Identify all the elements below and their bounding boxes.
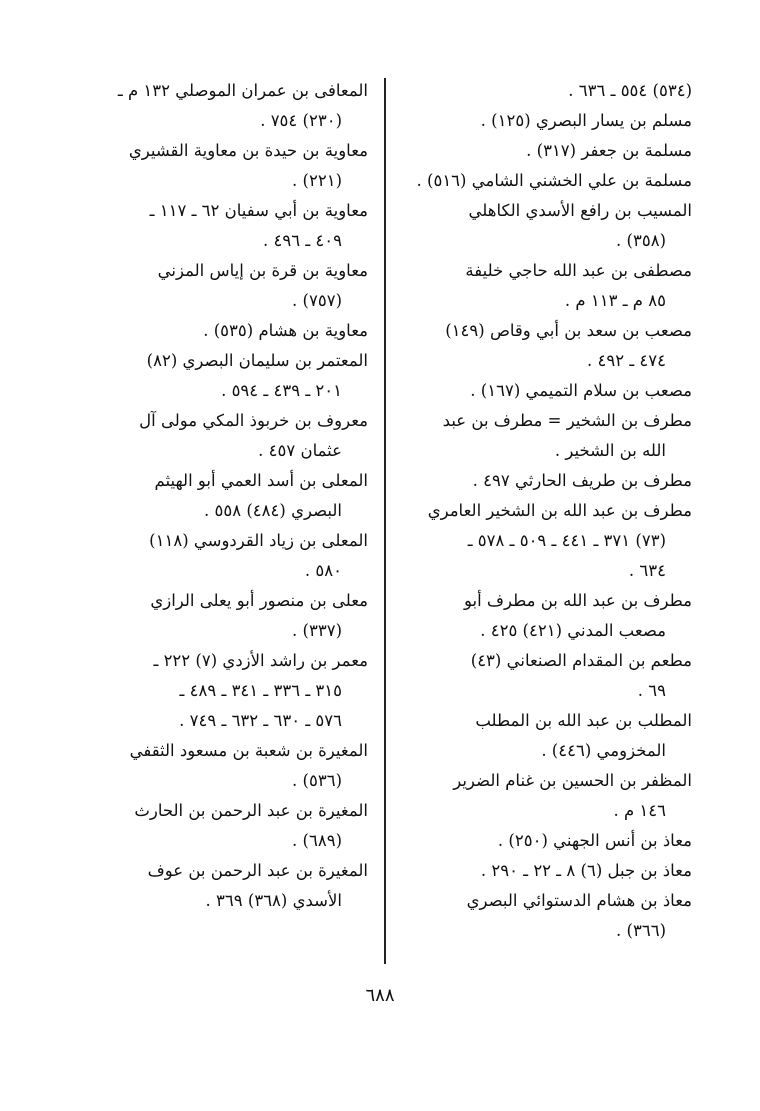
index-entry	[402, 496, 692, 586]
entry-name-line: مسلم بن يسار البصري (١٢٥) .	[480, 111, 692, 130]
index-entry	[402, 706, 692, 766]
entry-name-line: المغيرة بن عبد الرحمن بن الحارث	[134, 801, 368, 820]
index-entry	[108, 76, 368, 136]
entry-name-line: (٥٣٤) ٥٥٤ ـ ٦٣٦ .	[568, 81, 692, 100]
entry-continuation-line: ٤٧٤ ـ ٤٩٢ .	[586, 351, 666, 370]
entry-name-line: معاوية بن أبي سفيان ٦٢ ـ ١١٧ ـ	[149, 201, 368, 220]
entry-continuation-line: (٧٥٧) .	[292, 291, 342, 310]
index-entry	[402, 166, 692, 196]
index-entry	[402, 376, 692, 406]
index-entry	[402, 646, 692, 706]
entry-name-line: مطعم بن المقدام الصنعاني (٤٣)	[470, 651, 692, 670]
index-entry	[108, 466, 368, 526]
entry-name-line: معاذ بن أنس الجهني (٢٥٠) .	[497, 831, 692, 850]
entry-name-line: مصعب بن سلام التميمي (١٦٧) .	[470, 381, 692, 400]
entry-name-line: معاوية بن هشام (٥٣٥) .	[203, 321, 368, 340]
entry-name-line: المسيب بن رافع الأسدي الكاهلي	[468, 201, 692, 220]
index-entry	[402, 886, 692, 946]
entry-continuation-line: (٣٦٦) .	[616, 921, 666, 940]
entry-continuation-line: ٤٠٩ ـ ٤٩٦ .	[262, 231, 342, 250]
index-entry	[402, 316, 692, 376]
entry-name-line: معروف بن خربوذ المكي مولى آل	[139, 411, 368, 430]
entry-continuation-line: المخزومي (٤٤٦) .	[541, 741, 666, 760]
index-entry	[108, 586, 368, 646]
index-entry	[108, 346, 368, 406]
entry-continuation-line: البصري (٤٨٤) ٥٥٨ .	[204, 501, 342, 520]
entry-name-line: المظفر بن الحسين بن غنام الضرير	[453, 771, 692, 790]
index-entry	[108, 856, 368, 916]
entry-continuation-line: (٥٣٦) .	[292, 771, 342, 790]
entry-name-line: معاوية بن حيدة بن معاوية القشيري	[128, 141, 368, 160]
entry-name-line: معاوية بن قرة بن إياس المزني	[157, 261, 368, 280]
entry-name-line: مطرف بن طريف الحارثي ٤٩٧ .	[472, 471, 692, 490]
index-entry	[108, 406, 368, 466]
entry-name-line: المغيرة بن عبد الرحمن بن عوف	[147, 861, 368, 880]
entry-continuation-line: ٢٠١ ـ ٤٣٩ ـ ٥٩٤ .	[221, 381, 342, 400]
entry-continuation-line: ٣١٥ ـ ٣٣٦ ـ ٣٤١ ـ ٤٨٩ ـ	[179, 681, 342, 700]
index-entry	[402, 586, 692, 646]
index-entry	[402, 466, 692, 496]
entry-name-line: مسلمة بن علي الخشني الشامي (٥١٦) .	[416, 171, 692, 190]
entry-continuation-line: ٥٧٦ ـ ٦٣٠ ـ ٦٣٢ ـ ٧٤٩ .	[179, 711, 342, 730]
left-column	[108, 76, 368, 916]
entry-continuation-line: (٧٣) ٣٧١ ـ ٤٤١ ـ ٥٠٩ ـ ٥٧٨ ـ	[467, 531, 666, 550]
entry-name-line: معلى بن منصور أبو يعلى الرازي	[150, 591, 368, 610]
entry-continuation-line: ٦٩ .	[637, 681, 666, 700]
index-entry	[402, 826, 692, 856]
entry-continuation-line: ٨٥ م ـ ١١٣ م .	[564, 291, 666, 310]
entry-name-line: المغيرة بن شعبة بن مسعود الثقفي	[129, 741, 368, 760]
entry-name-line: المعلى بن زياد القردوسي (١١٨)	[149, 531, 368, 550]
entry-continuation-line: عثمان ٤٥٧ .	[258, 441, 342, 460]
entry-name-line: المطلب بن عبد الله بن المطلب	[475, 711, 692, 730]
entry-continuation-line: (٢٣٠) ٧٥٤ .	[260, 111, 342, 130]
entry-continuation-line: ٦٣٤ .	[628, 561, 666, 580]
entry-continuation-line: (٢٢١) .	[292, 171, 342, 190]
index-entry	[402, 406, 692, 466]
entry-continuation-line: (٣٣٧) .	[292, 621, 342, 640]
entry-name-line: المعلى بن أسد العمي أبو الهيثم	[154, 471, 368, 490]
entry-name-line: معاذ بن هشام الدستوائي البصري	[466, 891, 692, 910]
index-entry	[402, 856, 692, 886]
index-entry	[108, 796, 368, 856]
entry-name-line: معاذ بن جبل (٦) ٨ ـ ٢٢ ـ ٢٩٠ .	[480, 861, 692, 880]
index-entry	[108, 736, 368, 796]
entry-name-line: المعتمر بن سليمان البصري (٨٢)	[146, 351, 368, 370]
page-number: ٦٨٨	[365, 985, 395, 1006]
entry-continuation-line: الأسدي (٣٦٨) ٣٦٩ .	[205, 891, 342, 910]
entry-continuation-line: (٣٥٨) .	[616, 231, 666, 250]
entry-name-line: مطرف بن الشخير = مطرف بن عبد	[442, 411, 692, 430]
entry-name-line: معمر بن راشد الأزدي (٧) ٢٢٢ ـ	[153, 651, 368, 670]
index-entry	[402, 76, 692, 106]
entry-continuation-line: ٥٨٠ .	[304, 561, 342, 580]
index-entry	[402, 136, 692, 166]
index-entry	[402, 106, 692, 136]
index-entry	[402, 256, 692, 316]
entry-name-line: مطرف بن عبد الله بن الشخير العامري	[427, 501, 692, 520]
entry-continuation-line: مصعب المدني (٤٢١) ٤٢٥ .	[480, 621, 666, 640]
index-entry	[108, 136, 368, 196]
entry-name-line: مصعب بن سعد بن أبي وقاص (١٤٩)	[445, 321, 692, 340]
index-entry	[108, 256, 368, 316]
entry-continuation-line: ١٤٦ م .	[613, 801, 666, 820]
index-entry	[108, 646, 368, 736]
right-column	[402, 76, 692, 946]
entry-name-line: مصطفى بن عبد الله حاجي خليفة	[465, 261, 692, 280]
index-entry	[108, 316, 368, 346]
column-divider	[384, 78, 386, 964]
index-entry	[402, 196, 692, 256]
index-entry	[108, 196, 368, 256]
entry-name-line: المعافى بن عمران الموصلي ١٣٢ م ـ	[117, 81, 368, 100]
entry-continuation-line: الله بن الشخير .	[554, 441, 666, 460]
entry-name-line: مسلمة بن جعفر (٣١٧) .	[526, 141, 692, 160]
index-entry	[108, 526, 368, 586]
entry-continuation-line: (٦٨٩) .	[292, 831, 342, 850]
entry-name-line: مطرف بن عبد الله بن مطرف أبو	[463, 591, 692, 610]
index-entry	[402, 766, 692, 826]
